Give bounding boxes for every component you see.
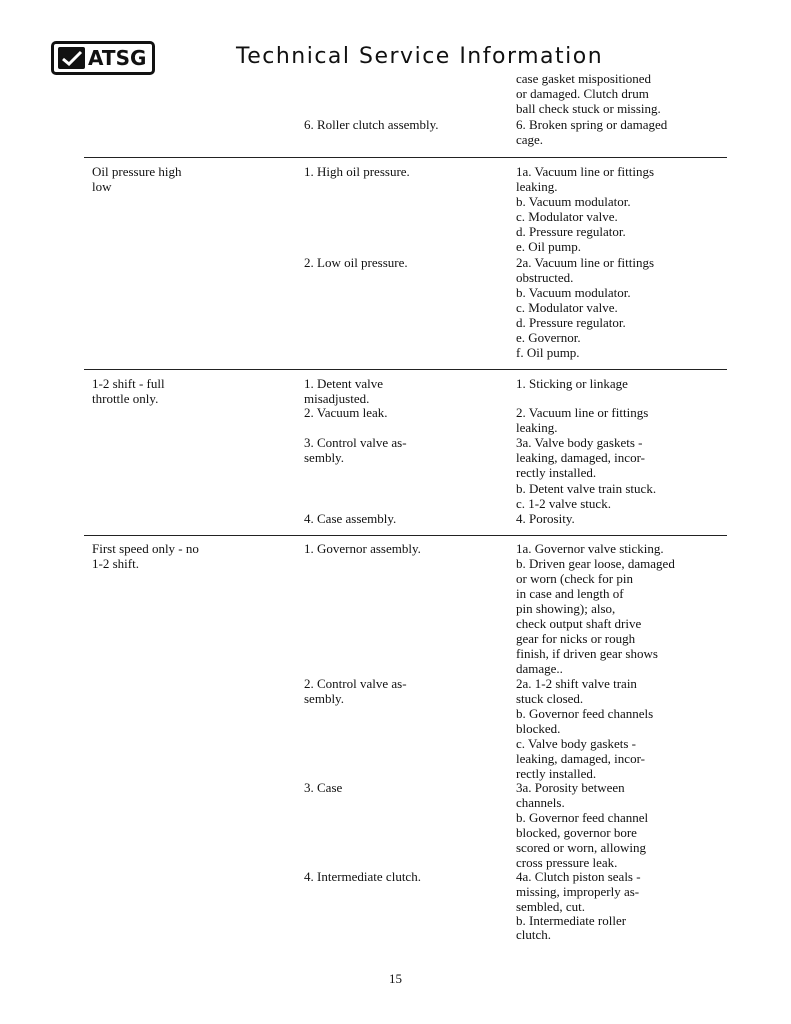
- check-line: 3a. Valve body gaskets -: [516, 435, 643, 450]
- check-line: b. Detent valve train stuck.: [516, 481, 657, 496]
- check-line: check output shaft drive: [516, 616, 642, 631]
- check-line: cage.: [516, 132, 544, 147]
- check-line: clutch.: [516, 927, 552, 942]
- check-line: 6. Broken spring or damaged: [516, 117, 668, 132]
- cause-line: 2. Vacuum leak.: [304, 405, 388, 420]
- check-line: 2a. Vacuum line or fittings: [516, 255, 655, 270]
- check-line: blocked.: [516, 721, 561, 736]
- check-line: in case and length of: [516, 586, 624, 601]
- check-line: blocked, governor bore: [516, 825, 637, 840]
- condition-line: 1-2 shift.: [92, 556, 139, 571]
- row-divider: [84, 157, 727, 158]
- check-line: rectly installed.: [516, 766, 597, 781]
- check-line: stuck closed.: [516, 691, 584, 706]
- check-line: cross pressure leak.: [516, 855, 618, 870]
- checkmark-icon: [58, 47, 85, 69]
- cause-line: 4. Case assembly.: [304, 511, 397, 526]
- cause-line: sembly.: [304, 691, 344, 706]
- check-line: d. Pressure regulator.: [516, 224, 626, 239]
- check-line: leaking.: [516, 179, 558, 194]
- atsg-logo: [51, 41, 155, 75]
- logo-text: ATSG: [88, 46, 147, 70]
- page-number: 15: [389, 971, 402, 986]
- check-line: b. Intermediate roller: [516, 913, 627, 928]
- check-line: e. Oil pump.: [516, 239, 581, 254]
- cause-line: 4. Intermediate clutch.: [304, 869, 421, 884]
- condition-line: low: [92, 179, 112, 194]
- check-line: e. Governor.: [516, 330, 581, 345]
- condition-line: Oil pressure high: [92, 164, 182, 179]
- row-divider: [84, 535, 727, 536]
- check-line: b. Driven gear loose, damaged: [516, 556, 675, 571]
- cause-line: 3. Control valve as-: [304, 435, 407, 450]
- condition-line: First speed only - no: [92, 541, 199, 556]
- check-line: c. 1-2 valve stuck.: [516, 496, 611, 511]
- cause-line: 1. Governor assembly.: [304, 541, 421, 556]
- cause-line: 2. Low oil pressure.: [304, 255, 408, 270]
- cause-line: 1. High oil pressure.: [304, 164, 410, 179]
- check-line: channels.: [516, 795, 565, 810]
- cause-line: 6. Roller clutch assembly.: [304, 117, 439, 132]
- check-line: b. Governor feed channels: [516, 706, 654, 721]
- check-line: f. Oil pump.: [516, 345, 580, 360]
- condition-line: 1-2 shift - full: [92, 376, 165, 391]
- check-line: sembled, cut.: [516, 899, 585, 914]
- check-line: 3a. Porosity between: [516, 780, 625, 795]
- cause-line: sembly.: [304, 450, 344, 465]
- cause-line: 1. Detent valve: [304, 376, 384, 391]
- check-line: gear for nicks or rough: [516, 631, 636, 646]
- condition-line: throttle only.: [92, 391, 159, 406]
- check-line: d. Pressure regulator.: [516, 315, 626, 330]
- check-line: rectly installed.: [516, 465, 597, 480]
- check-line: c. Modulator valve.: [516, 209, 618, 224]
- check-line: leaking, damaged, incor-: [516, 450, 645, 465]
- check-line: scored or worn, allowing: [516, 840, 646, 855]
- check-line: 4a. Clutch piston seals -: [516, 869, 641, 884]
- check-line: leaking, damaged, incor-: [516, 751, 645, 766]
- check-line: 2a. 1-2 shift valve train: [516, 676, 637, 691]
- check-line: ball check stuck or missing.: [516, 101, 661, 116]
- check-line: leaking.: [516, 420, 558, 435]
- check-line: c. Modulator valve.: [516, 300, 618, 315]
- check-line: finish, if driven gear shows: [516, 646, 658, 661]
- check-line: damage..: [516, 661, 563, 676]
- check-line: obstructed.: [516, 270, 574, 285]
- check-line: missing, improperly as-: [516, 884, 640, 899]
- check-line: b. Governor feed channel: [516, 810, 649, 825]
- row-divider: [84, 369, 727, 370]
- check-line: or damaged. Clutch drum: [516, 86, 649, 101]
- check-line: c. Valve body gaskets -: [516, 736, 636, 751]
- page-title: Technical Service Information: [236, 44, 604, 69]
- check-line: 1a. Vacuum line or fittings: [516, 164, 655, 179]
- check-line: 4. Porosity.: [516, 511, 575, 526]
- check-line: 1a. Governor valve sticking.: [516, 541, 664, 556]
- check-line: or worn (check for pin: [516, 571, 633, 586]
- cause-line: 3. Case: [304, 780, 343, 795]
- check-line: 2. Vacuum line or fittings: [516, 405, 649, 420]
- check-line: b. Vacuum modulator.: [516, 194, 631, 209]
- check-line: b. Vacuum modulator.: [516, 285, 631, 300]
- cause-line: 2. Control valve as-: [304, 676, 407, 691]
- check-line: pin showing); also,: [516, 601, 616, 616]
- check-line: 1. Sticking or linkage: [516, 376, 628, 391]
- cause-line: misadjusted.: [304, 391, 370, 406]
- check-line: case gasket mispositioned: [516, 71, 652, 86]
